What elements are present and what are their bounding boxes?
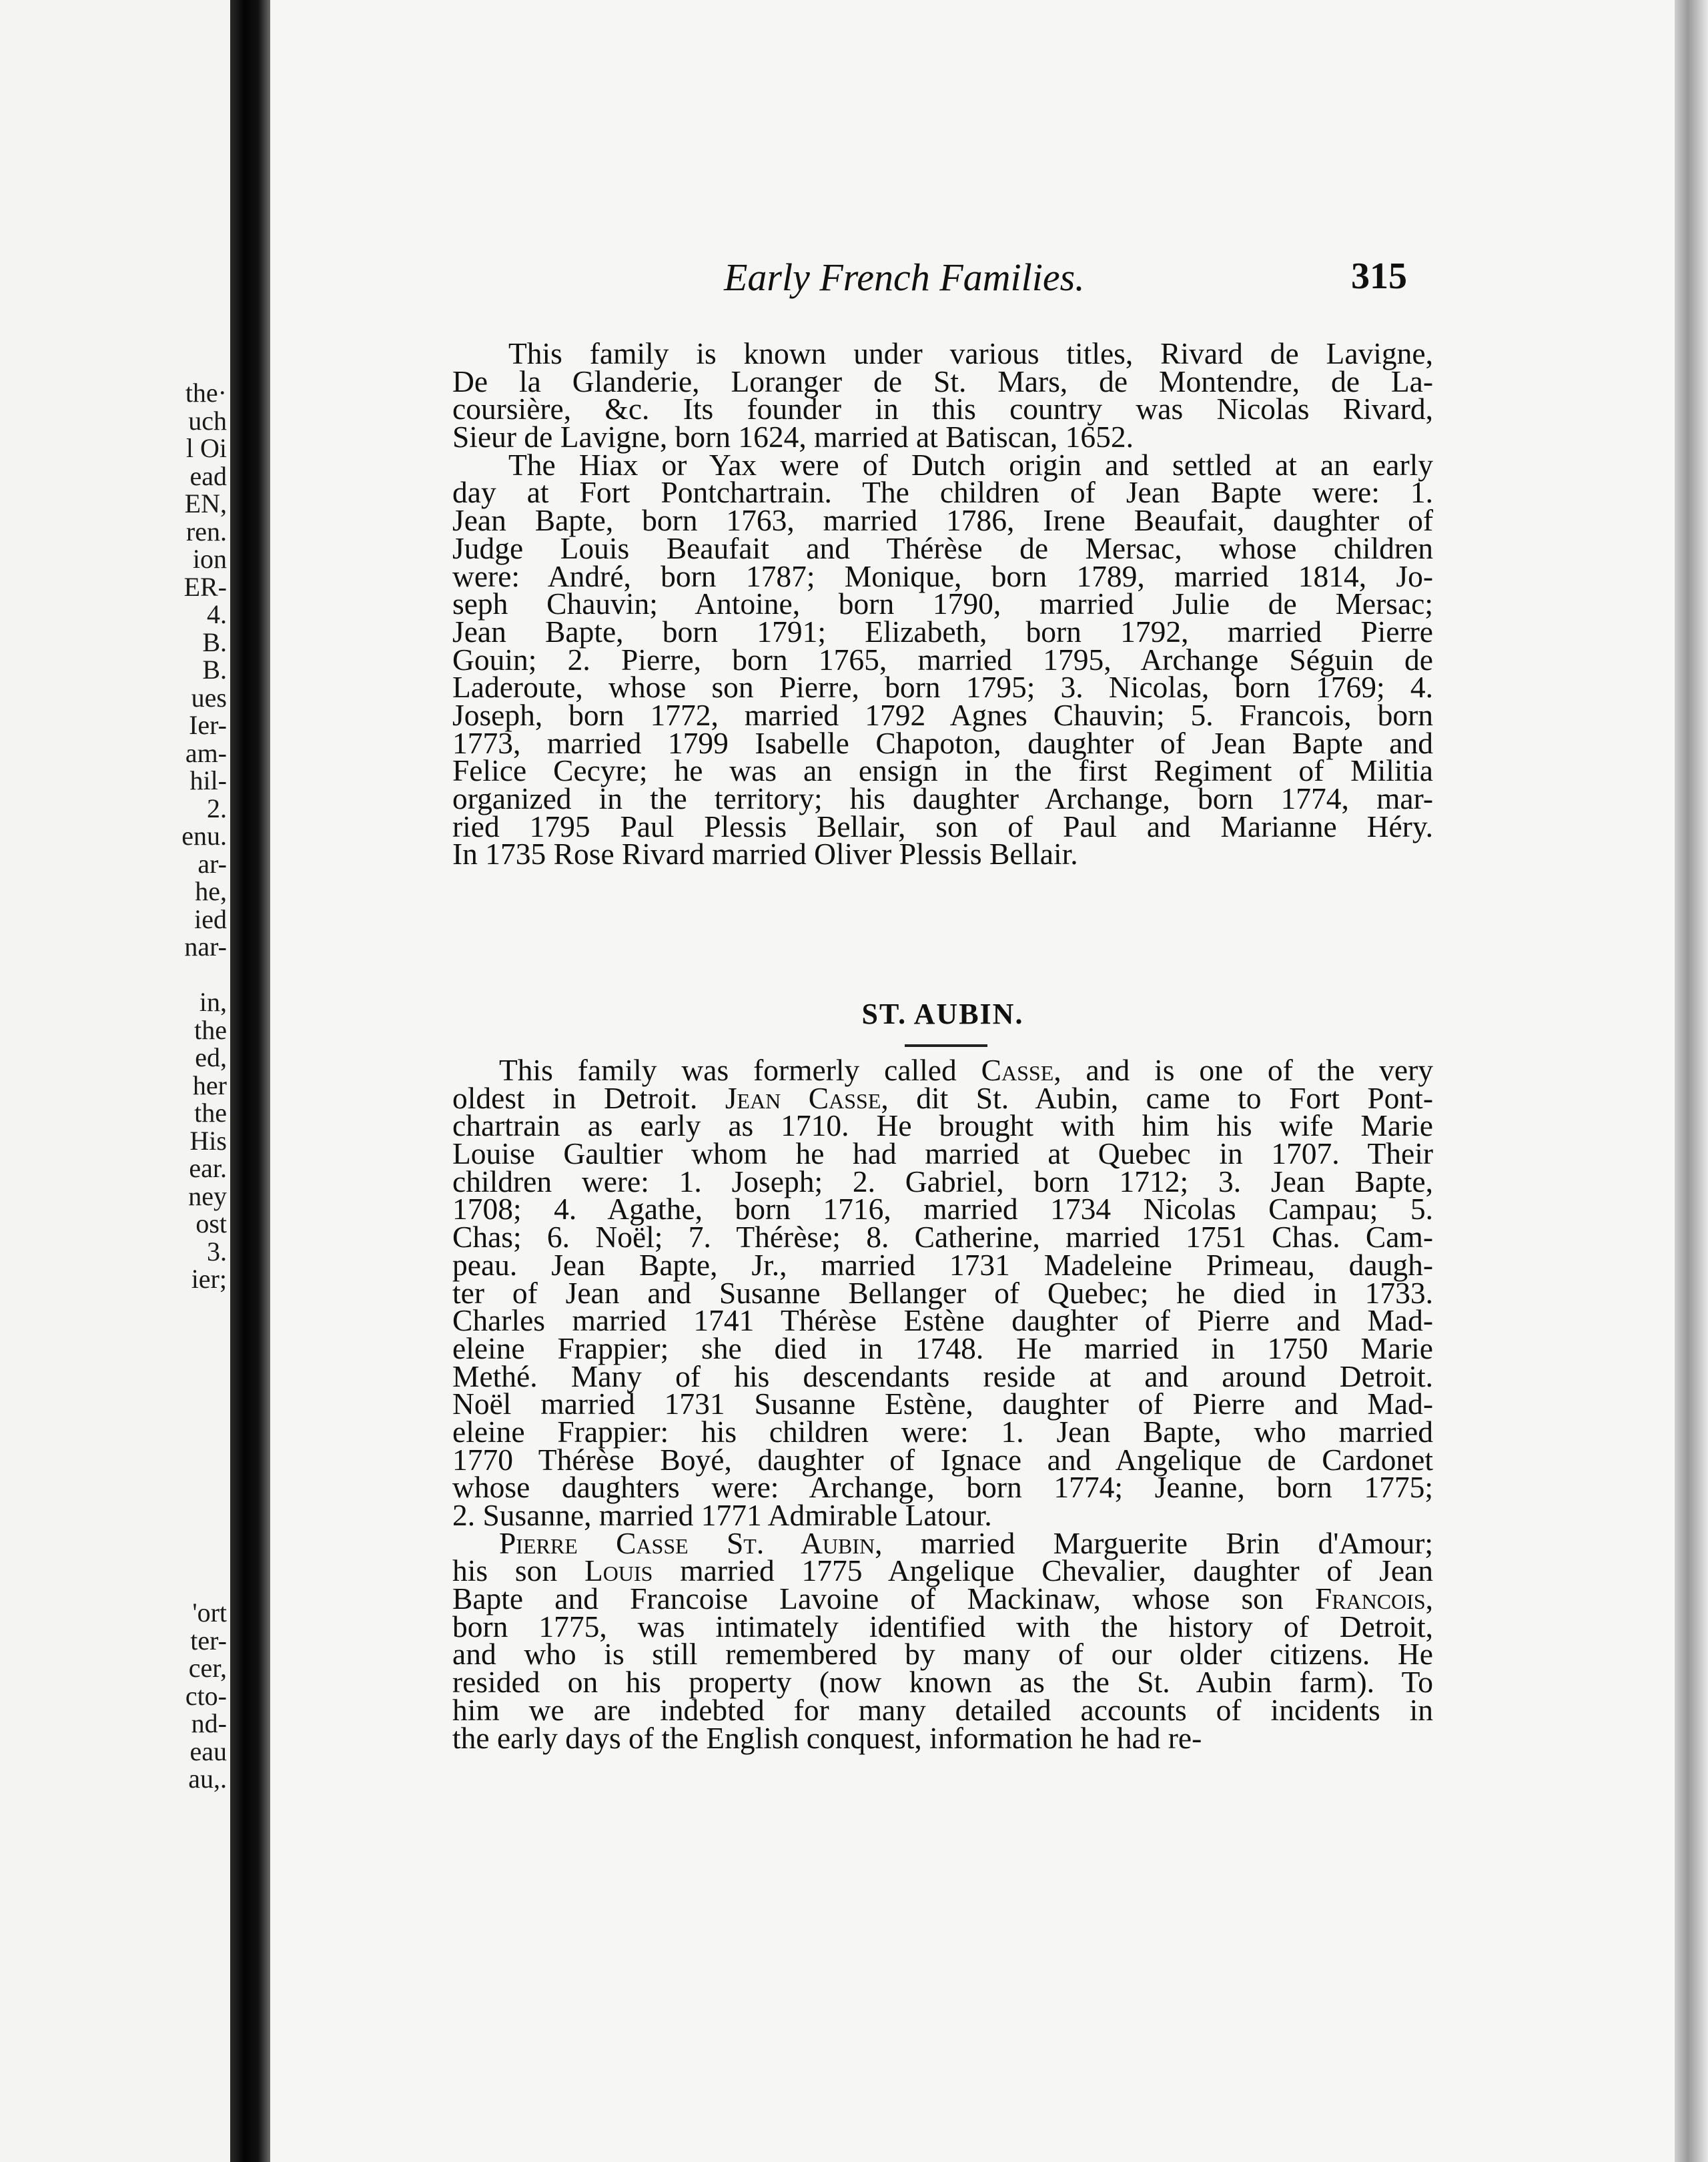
facing-page-fragment: am- [185,737,227,768]
text-line: oldest in Detroit. Jean Casse, dit St. Aubin, came to Fort Pont- [452,1080,1433,1115]
text-line: De la Glanderie, Loranger de St. Mars, de Montendre, de La- [452,364,1433,398]
facing-page-fragment: 3. [207,1236,227,1267]
running-head: Early French Families. [724,256,1085,299]
text-line: Methé. Many of his descendants reside at and around Detroit. [452,1359,1433,1393]
paragraph-casse-family [452,1053,1433,1532]
facing-page-left [0,0,230,2162]
book-gutter [230,0,270,2162]
text-line: eleine Frappier; she died in 1748. He married in 1750 Marie [452,1331,1433,1365]
text-line: Laderoute, whose son Pierre, born 1795; 3. Nicolas, born 1769; 4. [452,670,1433,705]
facing-page-fragment: B. [202,655,227,685]
text-line: children were: 1. Joseph; 2. Gabriel, born 1712; 3. Jean Bapte, [452,1164,1433,1198]
facing-page-fragment: ney [188,1180,227,1211]
facing-page-fragment: nar- [184,932,227,962]
text-line: Louise Gaultier whom he had married at Quebec in 1707. Their [452,1136,1433,1171]
paragraph-hiax-family [452,447,1433,871]
facing-page-fragments-lower [0,1599,227,1793]
text-block-st-aubin [452,1053,1434,1755]
facing-page-fragment: hil- [189,765,227,795]
paragraph-pierre-casse [452,1525,1434,1755]
text-line: were: André, born 1787; Monique, born 1789, married 1814, Jo- [452,559,1433,593]
facing-page-fragment: EN, [184,488,227,518]
text-line: Noël married 1731 Susanne Estène, daughter of Pierre and Mad- [452,1387,1433,1421]
text-line: In 1735 Rose Rivard married Oliver Plessis Bellair. [452,837,1078,871]
text-line: Bapte and Francoise Lavoine of Mackinaw, whose son Francois, [452,1581,1433,1616]
text-line: Pierre Casse St. Aubin, married Marguerite Brin d'Amour; [499,1525,1434,1560]
text-line: day at Fort Pontchartrain. The children of Jean Bapte were: 1. [452,475,1433,510]
facing-page-fragment: 'ort [192,1597,227,1628]
facing-page-fragment: ied [194,904,227,934]
facing-page-fragment: 2. [207,793,227,823]
text-line: whose daughters were: Archange, born 1774; Jeanne, born 1775; [452,1470,1433,1505]
facing-page-fragment: ter- [190,1625,227,1656]
text-line: ter of Jean and Susanne Bellanger of Quebec; he died in 1733. [452,1275,1433,1310]
text-line: Judge Louis Beaufait and Thérèse de Mersac, whose children [452,530,1433,565]
text-line: resided on his property (now known as the St. Aubin farm). To [452,1665,1433,1700]
facing-page-fragment: ear. [189,1153,227,1183]
facing-page-fragment: ead [189,460,227,491]
facing-page-fragments-upper [0,379,227,1293]
text-line: ried 1795 Paul Plessis Bellair, son of Paul and Marianne Héry. [452,809,1433,843]
facing-page-fragment: ost [195,1208,227,1238]
facing-page-fragment: ER- [183,571,227,602]
facing-page-fragment: l Oi [185,433,227,463]
text-line: This family is known under various titles, Rivard de Lavigne, [508,336,1433,370]
facing-page-fragment: nd- [191,1708,227,1738]
page-number: 315 [1351,256,1407,297]
section-heading-st-aubin: ST. AUBIN. [861,998,1024,1030]
text-line: The Hiax or Yax were of Dutch origin and settled at an early [508,447,1433,482]
facing-page-fragment: ed, [195,1042,227,1072]
facing-page-fragment: cer, [188,1653,227,1683]
text-line: 2. Susanne, married 1771 Admirable Latour. [452,1498,992,1532]
text-line: Felice Cecyre; he was an ensign in the first Regiment of Militia [452,753,1433,788]
text-line: 1770 Thérèse Boyé, daughter of Ignace and Angelique de Cardonet [452,1442,1433,1477]
facing-page-fragment: ion [192,544,227,574]
text-line: Gouin; 2. Pierre, born 1765, married 1795, Archange Séguin de [452,642,1433,677]
facing-page-fragment: au,. [188,1764,227,1794]
text-block-lavigne-hiax [452,336,1433,871]
facing-page-fragment: her [192,1070,227,1100]
text-line: chartrain as early as 1710. He brought with him his wife Marie [452,1108,1433,1143]
paragraph-rivard-family [452,336,1433,454]
facing-page-fragment: ar- [197,848,227,879]
facing-page-fragment: the [194,1014,227,1045]
text-line: peau. Jean Bapte, Jr., married 1731 Madeleine Primeau, daugh- [452,1247,1433,1282]
text-line: born 1775, was intimately identified with the history of Detroit, [452,1609,1433,1644]
text-line: 1773, married 1799 Isabelle Chapoton, daughter of Jean Bapte and [452,725,1433,760]
text-line: Joseph, born 1772, married 1792 Agnes Chauvin; 5. Francois, born [452,697,1433,732]
text-line: and who is still remembered by many of our older citizens. He [452,1637,1433,1672]
facing-page-fragment: enu. [181,821,227,851]
text-line: Sieur de Lavigne, born 1624, married at Batiscan, 1652. [452,420,1134,454]
text-line: This family was formerly called Casse, and is one of the very [499,1053,1433,1087]
facing-page-fragment: in, [199,987,227,1017]
text-line: his son Louis married 1775 Angelique Chevalier, daughter of Jean [452,1553,1433,1588]
facing-page-fragment: Ier- [189,710,227,740]
facing-page-fragment: the· [185,378,227,408]
facing-page-fragment: His [189,1125,227,1156]
text-line: Chas; 6. Noël; 7. Thérèse; 8. Catherine, married 1751 Chas. Cam- [452,1220,1433,1254]
facing-page-fragment: he, [195,876,227,906]
facing-page-fragment: ues [191,682,227,713]
facing-page-fragment: ren. [185,516,227,547]
section-rule [905,1044,987,1047]
text-line: coursière, &c. Its founder in this country was Nicolas Rivard, [452,392,1433,426]
text-line: Jean Bapte, born 1791; Elizabeth, born 1792, married Pierre [452,614,1433,649]
text-line: Jean Bapte, born 1763, married 1786, Irene Beaufait, daughter of [452,503,1433,538]
text-line: seph Chauvin; Antoine, born 1790, married Julie de Mersac; [452,587,1433,621]
page-edge-right [1675,0,1708,2162]
facing-page-fragment: the [194,1098,227,1128]
text-line: 1708; 4. Agathe, born 1716, married 1734 Nicolas Campau; 5. [452,1192,1433,1226]
facing-page-fragment: uch [188,405,227,436]
text-line: the early days of the English conquest, information he had re- [452,1720,1202,1755]
text-line: eleine Frappier: his children were: 1. Jean Bapte, who married [452,1414,1433,1449]
facing-page-fragment [0,961,227,989]
facing-page-fragment: eau [189,1736,227,1766]
text-line: Charles married 1741 Thérèse Estène daughter of Pierre and Mad- [452,1303,1433,1338]
text-line: organized in the territory; his daughter Archange, born 1774, mar- [452,781,1433,815]
facing-page-fragment: B. [202,627,227,657]
text-line: him we are indebted for many detailed accounts of incidents in [452,1692,1433,1727]
facing-page-fragment: cto- [185,1680,227,1711]
facing-page-fragment: ier; [191,1264,227,1294]
facing-page-fragment: 4. [207,599,227,629]
